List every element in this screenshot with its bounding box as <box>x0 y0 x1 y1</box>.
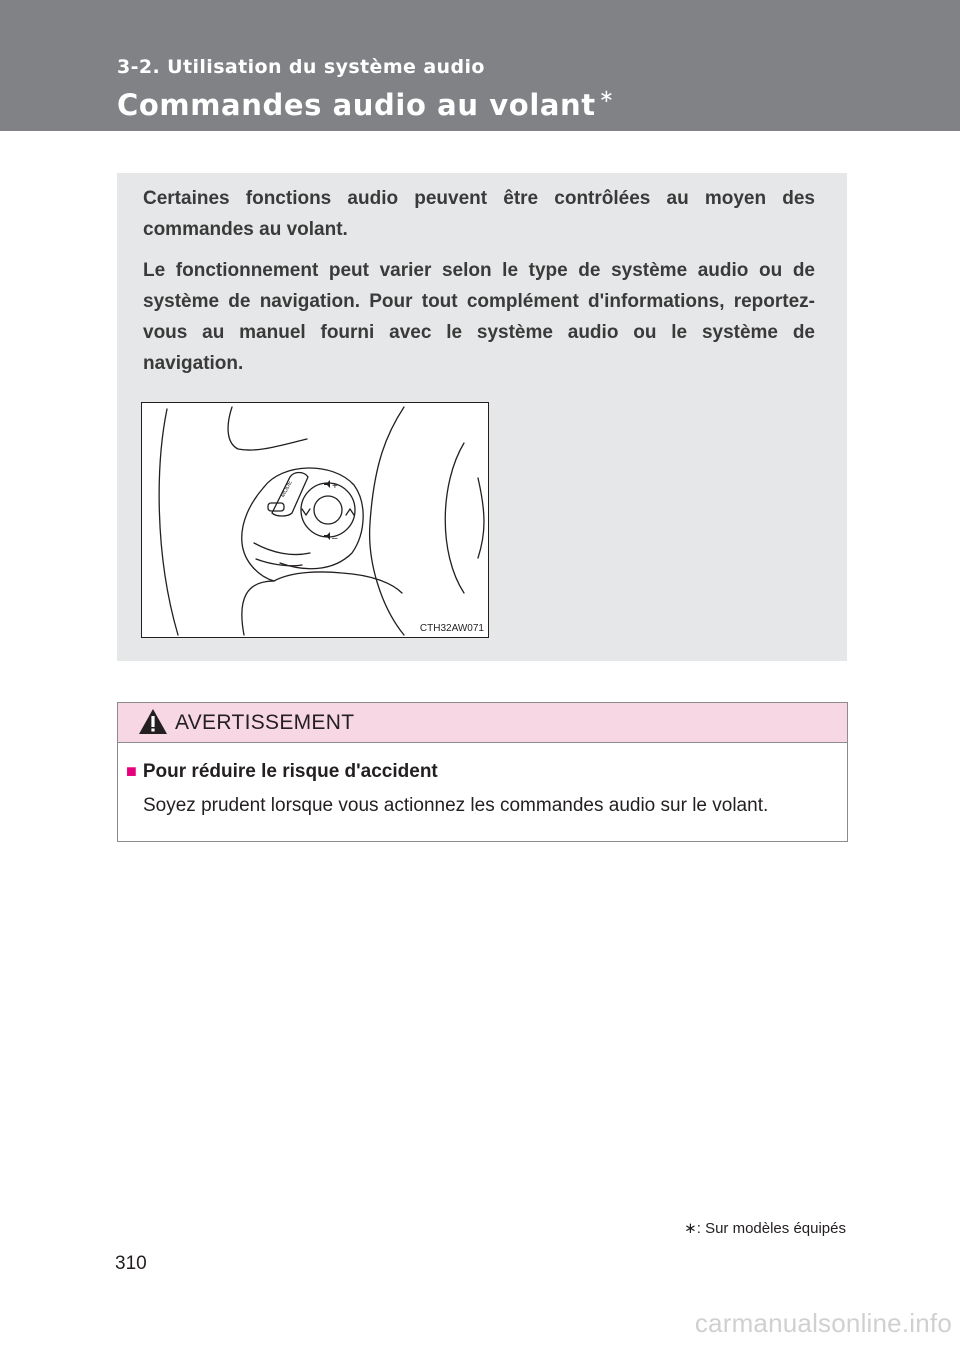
watermark: carmanualsonline.info <box>694 1308 952 1338</box>
volume-up-icon <box>324 480 330 488</box>
volume-down-icon <box>324 532 330 540</box>
footnote <box>684 1219 846 1237</box>
steering-wheel-illustration <box>142 403 488 637</box>
warning-header <box>118 703 847 743</box>
intro-box <box>117 173 847 661</box>
page-title <box>117 86 614 122</box>
warning-item-title-text: Pour réduire le risque d'accident <box>142 761 438 782</box>
volume-plus-sign: + <box>332 481 338 492</box>
square-bullet-icon: ■ <box>126 761 137 781</box>
figure-code: CTH32AW071 <box>419 623 484 634</box>
footnote-text: : Sur modèles équipés <box>696 1220 846 1237</box>
footnote-asterisk: ∗ <box>684 1220 697 1237</box>
steering-wheel-figure <box>141 402 489 638</box>
header-bar <box>0 0 960 131</box>
title-asterisk: ∗ <box>598 86 615 107</box>
warning-item-text: Soyez prudent lorsque vous actionnez les commandes audio sur le volant. <box>143 795 769 816</box>
warning-triangle-icon <box>138 708 168 735</box>
volume-minus-sign: – <box>332 533 338 544</box>
section-label: 3-2. Utilisation du système audio <box>117 56 485 78</box>
intro-paragraph-2: Le fonctionnement peut varier selon le type de système audio ou de système de navigation. Pour tout complément d'informations, reportez-vous au manuel fourni avec le système audio ou le système de navigation. <box>143 260 815 374</box>
warning-item-title <box>126 761 438 783</box>
intro-text <box>143 183 815 389</box>
warning-title: AVERTISSEMENT <box>175 711 355 734</box>
mode-button-label: MODE <box>280 479 294 499</box>
page-title-text: Commandes audio au volant <box>117 88 596 122</box>
warning-box <box>117 702 848 842</box>
intro-paragraph-1: Certaines fonctions audio peuvent être contrôlées au moyen des commandes au volant. <box>143 188 815 240</box>
page-number: 310 <box>115 1253 147 1274</box>
